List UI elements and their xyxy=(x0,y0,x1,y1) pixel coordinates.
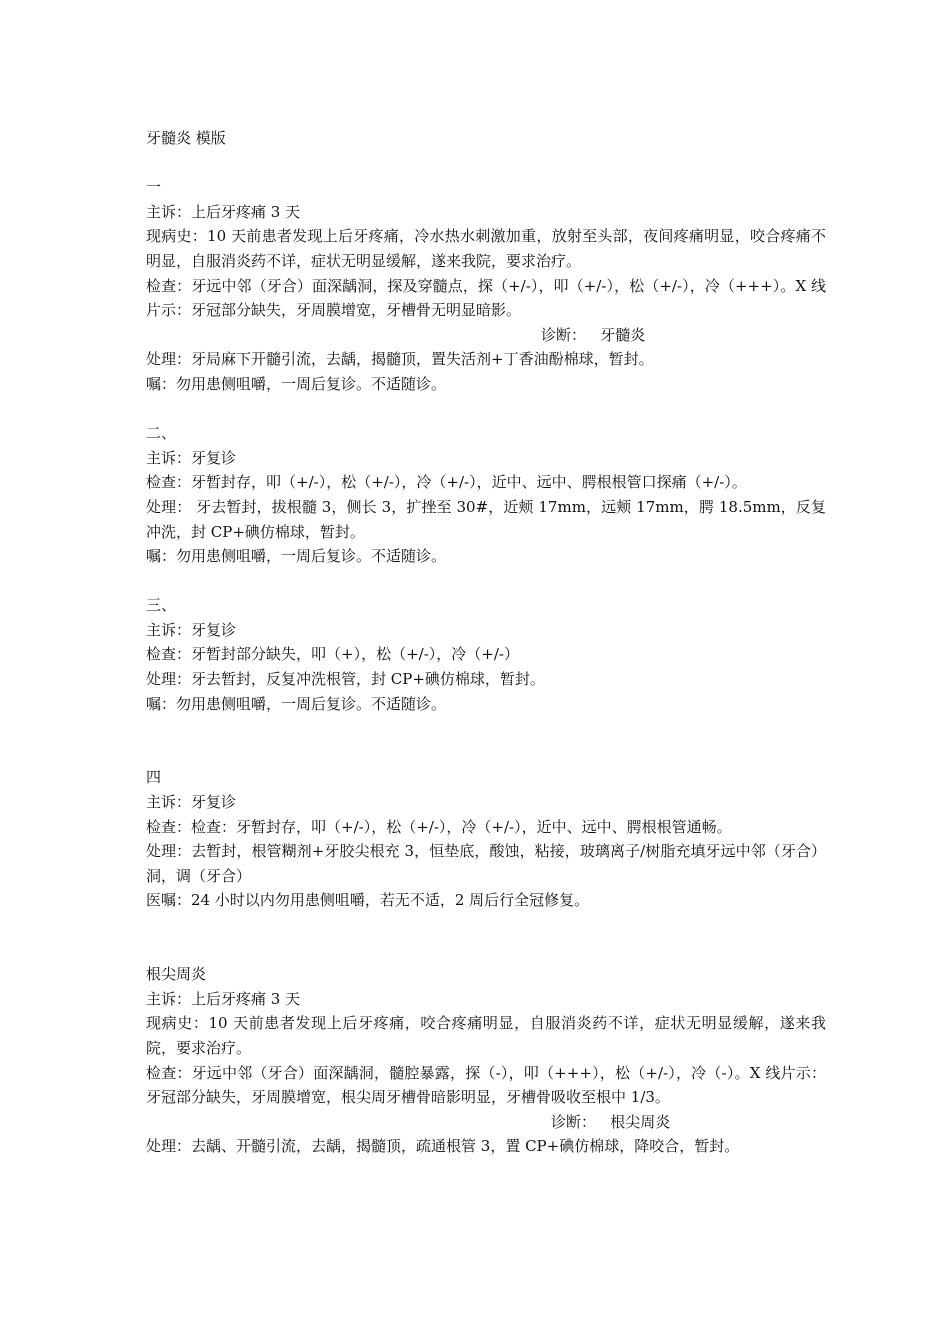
visit-1-advice: 嘱：勿用患侧咀嚼，一周后复诊。不适随诊。 xyxy=(146,374,447,393)
visit-1-history: 现病史：10 天前患者发现上后牙疼痛，冷水热水刺激加重，放射至头部，夜间疼痛明显，咬合疼痛不明显，自服消炎药不详，症状无明显缓解，遂来我院，要求治疗。 xyxy=(146,227,826,270)
visit-3-heading: 三、 xyxy=(146,596,177,615)
visit-3-advice: 嘱：勿用患侧咀嚼，一周后复诊。不适随诊。 xyxy=(146,694,447,713)
document-page xyxy=(146,126,826,1159)
periapical-complaint: 主诉：上后牙疼痛 3 天 xyxy=(146,989,301,1008)
periapical-diagnosis: 诊断： 根尖周炎 xyxy=(551,1112,671,1131)
visit-3-exam: 检查：牙暂封部分缺失，叩（+），松（+/-），冷（+/-） xyxy=(146,645,519,664)
visit-4-complaint: 主诉：牙复诊 xyxy=(146,793,237,812)
spacer xyxy=(146,397,826,422)
visit-1-exam: 检查：牙远中邻（牙合）面深龋洞，探及穿髓点，探（+/-），叩（+/-），松（+/-），冷（+++）。X 线片示：牙冠部分缺失，牙周膜增宽，牙槽骨无明显暗影。 xyxy=(146,276,826,320)
visit-1-diagnosis: 诊断： 牙髓炎 xyxy=(541,325,646,344)
periapical-history: 现病史：10 天前患者发现上后牙疼痛，咬合疼痛明显，自服消炎药不详，症状无明显缓解，遂来我院，要求治疗。 xyxy=(146,1014,826,1057)
periapical-treatment: 处理：去龋、开髓引流，去龋，揭髓顶，疏通根管 3，置 CP+碘仿棉球，降咬合，暂封。 xyxy=(146,1137,740,1156)
visit-2-exam: 检查：牙暂封存，叩（+/-），松（+/-），冷（+/-），近中、远中、腭根根管口探痛（+/-）。 xyxy=(146,473,747,492)
spacer xyxy=(146,151,826,176)
visit-2-complaint: 主诉：牙复诊 xyxy=(146,448,237,467)
visit-2-heading: 二、 xyxy=(146,424,177,443)
visit-4-heading: 四 xyxy=(146,768,162,787)
periapical-heading: 根尖周炎 xyxy=(146,965,207,984)
visit-4-treatment: 处理：去暂封，根管糊剂+牙胶尖根充 3，恒垫底，酸蚀，粘接，玻璃离子/树脂充填牙远中邻（牙合）洞，调（牙合） xyxy=(146,842,826,885)
visit-2-treatment: 处理： 牙去暂封，拔根髓 3，侧长 3，扩挫至 30#，近颊 17mm，远颊 17mm，腭 18.5mm，反复冲洗，封 CP+碘仿棉球，暂封。 xyxy=(146,497,826,541)
visit-1-complaint: 主诉：上后牙疼痛 3 天 xyxy=(146,202,301,221)
document-title: 牙髓炎 模版 xyxy=(146,129,226,147)
spacer xyxy=(146,569,826,594)
visit-4-exam: 检查：检查：牙暂封存，叩（+/-），松（+/-），冷（+/-），近中、远中、腭根根管通畅。 xyxy=(146,817,732,836)
periapical-exam: 检查：牙远中邻（牙合）面深龋洞，髓腔暴露，探（-），叩（+++），松（+/-），冷（-）。X 线片示：牙冠部分缺失，牙周膜增宽，根尖周牙槽骨暗影明显，牙槽骨吸收至根中 1/3。 xyxy=(146,1063,826,1107)
visit-2-advice: 嘱：勿用患侧咀嚼，一周后复诊。不适随诊。 xyxy=(146,547,447,566)
visit-3-treatment: 处理：牙去暂封，反复冲洗根管，封 CP+碘仿棉球，暂封。 xyxy=(146,670,545,689)
visit-1-treatment: 处理：牙局麻下开髓引流，去龋，揭髓顶，置失活剂+丁香油酚棉球，暂封。 xyxy=(146,350,654,369)
spacer xyxy=(146,913,826,962)
visit-1-heading: 一 xyxy=(146,178,162,197)
visit-3-complaint: 主诉：牙复诊 xyxy=(146,620,237,639)
visit-4-advice: 医嘱：24 小时以内勿用患侧咀嚼，若无不适，2 周后行全冠修复。 xyxy=(146,891,590,910)
spacer xyxy=(146,716,826,765)
